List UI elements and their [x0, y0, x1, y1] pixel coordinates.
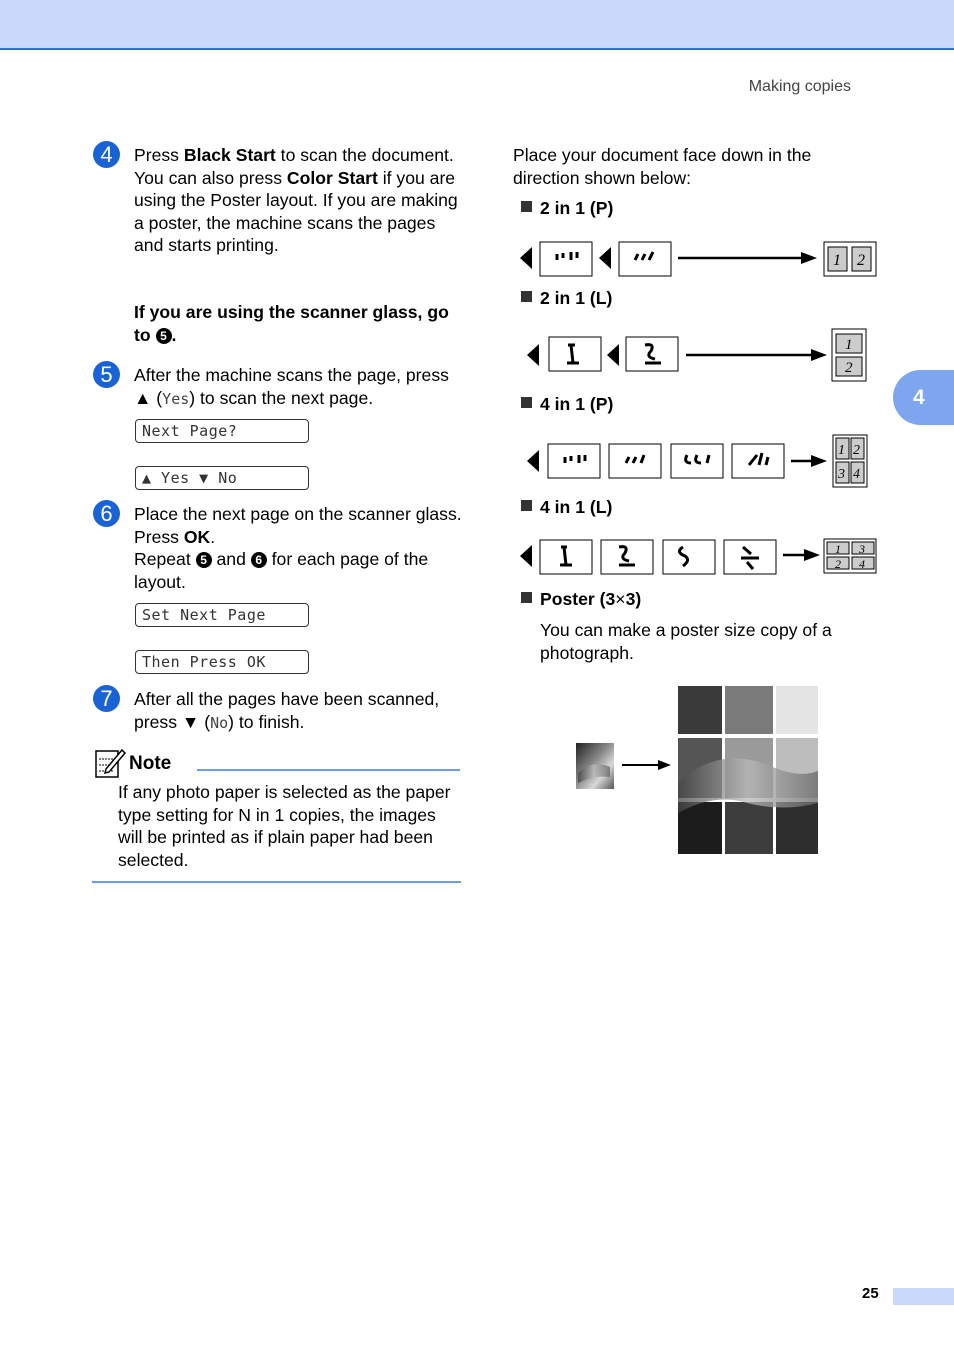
- note-bottom-rule: [92, 881, 461, 883]
- bullet-4in1-l: 4 in 1 (L): [521, 497, 612, 518]
- step-ref-5: 5: [196, 552, 212, 568]
- poster-illustration: [570, 683, 830, 863]
- lcd-yes-no: ▲ Yes ▼ No: [135, 466, 309, 490]
- tile-label-2: 2: [835, 557, 841, 571]
- handshake-photo-small: [576, 743, 614, 789]
- tile-label-1: 1: [833, 252, 841, 269]
- placement-intro: Place your document face down in the direction shown below:: [513, 145, 812, 188]
- step-4-scanner-glass-note: If you are using the scanner glass, go to 5 .: [134, 302, 449, 345]
- tile-label-3: 3: [838, 467, 845, 482]
- tile-label-1: 1: [838, 443, 845, 458]
- tile-label-2: 2: [845, 360, 853, 376]
- note-pencil-icon: [94, 747, 126, 779]
- black-start-key: Black Start: [183, 145, 276, 165]
- step-4-text: Press Black Start to scan the document. You can also press Color Start if you are using the Poster layout. If you are making a poster, the machine scans the pages and starts printing.: [134, 145, 458, 255]
- tile-label-3: 3: [859, 542, 865, 556]
- diagram-4in1-portrait: [515, 433, 885, 489]
- step-number-6: 6: [93, 500, 120, 527]
- lcd-set-next-page: Set Next Page: [135, 603, 309, 627]
- poster-tiles: [678, 686, 818, 854]
- footer-band: [893, 1288, 954, 1305]
- bullet-square-icon: [521, 592, 532, 603]
- page-header-title: Making copies: [748, 78, 851, 95]
- note-text: If any photo paper is selected as the paper type setting for N in 1 copies, the images will be printed as if plain paper had been selected.: [118, 782, 451, 870]
- diagram-2in1-portrait: [515, 238, 885, 280]
- tile-label-1: 1: [845, 337, 853, 353]
- no-code: No: [210, 713, 229, 732]
- up-arrow-icon: ▲: [134, 387, 152, 408]
- note-divider: [197, 769, 460, 771]
- down-arrow-icon: ▼: [181, 711, 200, 732]
- lcd-then-press-ok: Then Press OK: [135, 650, 309, 674]
- step-7-text: After all the pages have been scanned, press ▼ (No) to finish.: [134, 689, 440, 732]
- top-band: [0, 0, 954, 50]
- bullet-square-icon: [521, 201, 532, 212]
- diagram-4in1-landscape: [515, 536, 885, 578]
- step-number-5: 5: [93, 361, 120, 388]
- chapter-tab: 4: [893, 370, 954, 425]
- bullet-square-icon: [521, 397, 532, 408]
- tile-label-2: 2: [853, 443, 860, 458]
- bullet-4in1-p: 4 in 1 (P): [521, 394, 613, 415]
- step-ref-6: 6: [251, 552, 267, 568]
- bullet-square-icon: [521, 500, 532, 511]
- note-title: Note: [129, 753, 172, 774]
- yes-code: Yes: [162, 389, 190, 408]
- step-number-7: 7: [93, 685, 120, 712]
- bullet-2in1-p: 2 in 1 (P): [521, 198, 613, 219]
- step-5-text: After the machine scans the page, press ▲ (Yes) to scan the next page.: [134, 365, 449, 408]
- tile-label-4: 4: [859, 557, 865, 571]
- step-number-4: 4: [93, 141, 120, 168]
- lcd-next-page: Next Page?: [135, 419, 309, 443]
- poster-description: You can make a poster size copy of a photograph.: [540, 620, 832, 663]
- ok-key: OK: [183, 526, 211, 547]
- bullet-poster: Poster (3×3): [521, 589, 641, 610]
- step-6-text: Place the next page on the scanner glass. Press OK. Repeat 5 and 6 for each page of the layout.: [134, 504, 462, 592]
- bullet-square-icon: [521, 291, 532, 302]
- tile-label-1: 1: [835, 542, 841, 556]
- page-number: 25: [862, 1285, 879, 1302]
- tile-label-4: 4: [853, 467, 860, 482]
- color-start-key: Color Start: [286, 167, 378, 188]
- diagram-2in1-landscape: [515, 327, 885, 383]
- tile-label-2: 2: [857, 252, 865, 269]
- bullet-2in1-l: 2 in 1 (L): [521, 288, 612, 309]
- step-ref-5: 5: [156, 328, 172, 344]
